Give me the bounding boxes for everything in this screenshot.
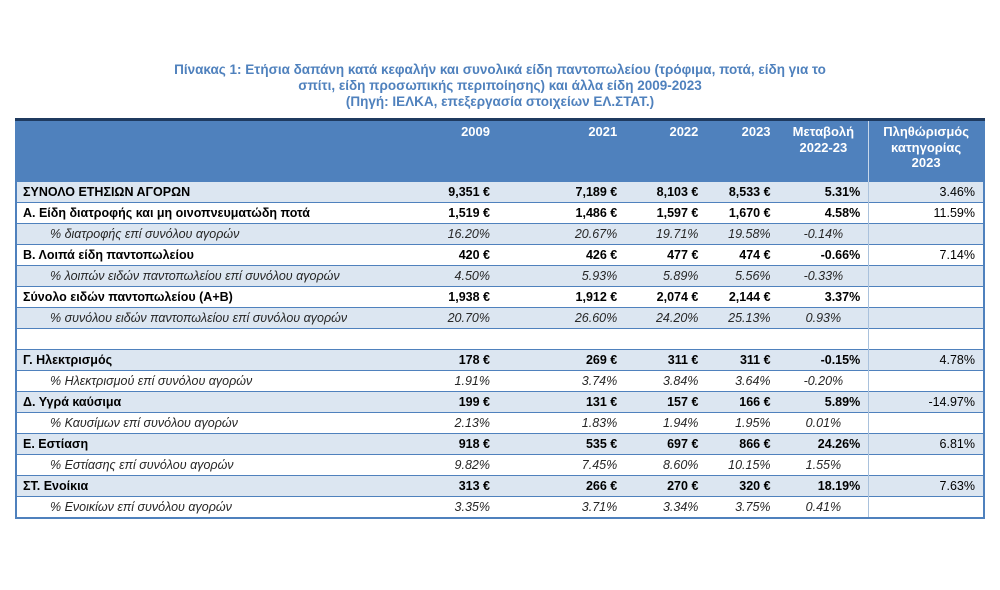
spacer-cell: [498, 329, 625, 350]
value-2009: 1,519 €: [390, 203, 498, 224]
value-2009: 178 €: [390, 350, 498, 371]
value-2021: 3.71%: [498, 497, 625, 519]
value-2022: 3.84%: [625, 371, 706, 392]
table-row-food-pct: [16, 224, 984, 245]
row-label: Β. Λοιπά είδη παντοπωλείου: [16, 245, 390, 266]
value-2009: 313 €: [390, 476, 498, 497]
header-inflation-line2: κατηγορίας: [891, 139, 962, 155]
value-change: -0.20%: [779, 371, 869, 392]
table-row-other-grocery: [16, 245, 984, 266]
row-label: Γ. Ηλεκτρισμός: [16, 350, 390, 371]
value-2022: 5.89%: [625, 266, 706, 287]
header-label-cell: [16, 120, 390, 182]
value-inflation: [869, 413, 984, 434]
value-inflation: [869, 224, 984, 245]
row-label: Α. Είδη διατροφής και μη οινοπνευματώδη ποτά: [16, 203, 390, 224]
row-label: Ε. Εστίαση: [16, 434, 390, 455]
value-2021: 20.67%: [498, 224, 625, 245]
header-2023: 2023: [706, 120, 778, 182]
header-change: [779, 120, 869, 182]
spacer-cell: [16, 329, 390, 350]
value-2023: 320 €: [706, 476, 778, 497]
table-row-rent-pct: [16, 497, 984, 519]
value-2022: 8.60%: [625, 455, 706, 476]
table-row-grocery-total-pct: [16, 308, 984, 329]
value-2021: 269 €: [498, 350, 625, 371]
value-inflation: 11.59%: [869, 203, 984, 224]
value-2009: 4.50%: [390, 266, 498, 287]
value-2022: 157 €: [625, 392, 706, 413]
table-row-total-purchases: [16, 182, 984, 203]
value-2021: 26.60%: [498, 308, 625, 329]
value-2023: 5.56%: [706, 266, 778, 287]
row-label: Σύνολο ειδών παντοπωλείου (Α+Β): [16, 287, 390, 308]
value-change: 24.26%: [779, 434, 869, 455]
table-row-other-grocery-pct: [16, 266, 984, 287]
header-2021: 2021: [498, 120, 625, 182]
spacer-cell: [625, 329, 706, 350]
value-change: 5.89%: [779, 392, 869, 413]
value-2022: 2,074 €: [625, 287, 706, 308]
table-row-grocery-total: [16, 287, 984, 308]
value-2021: 131 €: [498, 392, 625, 413]
row-label: % Εστίασης επί συνόλου αγορών: [16, 455, 390, 476]
table-row-electricity-pct: [16, 371, 984, 392]
value-2023: 25.13%: [706, 308, 778, 329]
table-source-line: (Πηγή: ΙΕΛΚΑ, επεξεργασία στοιχείων ΕΛ.ΣΤΑΤ.): [345, 94, 655, 109]
value-inflation: [869, 308, 984, 329]
value-change: 18.19%: [779, 476, 869, 497]
row-label: % Καυσίμων επί συνόλου αγορών: [16, 413, 390, 434]
row-label: % Ηλεκτρισμού επί συνόλου αγορών: [16, 371, 390, 392]
value-2023: 3.75%: [706, 497, 778, 519]
row-label: Δ. Υγρά καύσιμα: [16, 392, 390, 413]
table-row-fuel-pct: [16, 413, 984, 434]
header-row: [16, 120, 984, 182]
value-2023: 19.58%: [706, 224, 778, 245]
spacer-cell: [869, 329, 984, 350]
value-2021: 7,189 €: [498, 182, 625, 203]
value-inflation: 4.78%: [869, 350, 984, 371]
header-2022: 2022: [625, 120, 706, 182]
value-2023: 1,670 €: [706, 203, 778, 224]
row-label: ΣΤ. Ενοίκια: [16, 476, 390, 497]
value-2021: 7.45%: [498, 455, 625, 476]
table-row-spacer: [16, 329, 984, 350]
value-2023: 1.95%: [706, 413, 778, 434]
value-2022: 1,597 €: [625, 203, 706, 224]
value-2022: 477 €: [625, 245, 706, 266]
value-inflation: 3.46%: [869, 182, 984, 203]
table-row-dining: [16, 434, 984, 455]
table-row-fuel: [16, 392, 984, 413]
table-title: [100, 62, 900, 110]
table-title-line1: Πίνακας 1: Ετήσια δαπάνη κατά κεφαλήν και συνολικά είδη παντοπωλείου (τρόφιμα, ποτά, είδη για το: [174, 62, 826, 77]
value-2021: 535 €: [498, 434, 625, 455]
value-2023: 8,533 €: [706, 182, 778, 203]
table-row-electricity: [16, 350, 984, 371]
value-2009: 3.35%: [390, 497, 498, 519]
value-inflation: [869, 371, 984, 392]
value-change: -0.14%: [779, 224, 869, 245]
value-inflation: -14.97%: [869, 392, 984, 413]
value-2009: 1,938 €: [390, 287, 498, 308]
value-2022: 19.71%: [625, 224, 706, 245]
value-change: 0.93%: [779, 308, 869, 329]
value-2023: 866 €: [706, 434, 778, 455]
value-change: 5.31%: [779, 182, 869, 203]
value-2009: 9,351 €: [390, 182, 498, 203]
value-2023: 166 €: [706, 392, 778, 413]
value-2021: 1,486 €: [498, 203, 625, 224]
value-2009: 2.13%: [390, 413, 498, 434]
value-2009: 199 €: [390, 392, 498, 413]
value-inflation: [869, 287, 984, 308]
value-change: 1.55%: [779, 455, 869, 476]
value-2009: 1.91%: [390, 371, 498, 392]
value-2023: 474 €: [706, 245, 778, 266]
value-2009: 20.70%: [390, 308, 498, 329]
value-2023: 311 €: [706, 350, 778, 371]
value-2022: 8,103 €: [625, 182, 706, 203]
table-title-line2: σπίτι, είδη προσωπικής περιποίησης) και άλλα είδη 2009-2023: [298, 78, 702, 93]
header-change-line1: Μεταβολή: [792, 124, 855, 139]
table-row-rent: [16, 476, 984, 497]
table-row-dining-pct: [16, 455, 984, 476]
spacer-cell: [706, 329, 778, 350]
value-2023: 3.64%: [706, 371, 778, 392]
value-change: -0.15%: [779, 350, 869, 371]
value-2022: 3.34%: [625, 497, 706, 519]
row-label: % Ενοικίων επί συνόλου αγορών: [16, 497, 390, 519]
value-change: 3.37%: [779, 287, 869, 308]
value-2022: 697 €: [625, 434, 706, 455]
header-change-line2: 2022-23: [799, 139, 848, 155]
value-change: 4.58%: [779, 203, 869, 224]
value-2021: 266 €: [498, 476, 625, 497]
value-inflation: [869, 455, 984, 476]
value-2021: 5.93%: [498, 266, 625, 287]
value-2021: 1.83%: [498, 413, 625, 434]
header-inflation: [869, 120, 984, 182]
value-change: 0.01%: [779, 413, 869, 434]
table-row-food: [16, 203, 984, 224]
value-2009: 918 €: [390, 434, 498, 455]
value-inflation: [869, 497, 984, 519]
spacer-cell: [390, 329, 498, 350]
header-2009: 2009: [390, 120, 498, 182]
header-inflation-line3: 2023: [911, 155, 941, 170]
value-2009: 9.82%: [390, 455, 498, 476]
row-label: % διατροφής επί συνόλου αγορών: [16, 224, 390, 245]
row-label: % λοιπών ειδών παντοπωλείου επί συνόλου αγορών: [16, 266, 390, 287]
value-inflation: 7.63%: [869, 476, 984, 497]
value-2021: 3.74%: [498, 371, 625, 392]
value-2009: 16.20%: [390, 224, 498, 245]
value-change: -0.66%: [779, 245, 869, 266]
value-2023: 2,144 €: [706, 287, 778, 308]
value-2022: 1.94%: [625, 413, 706, 434]
value-2022: 270 €: [625, 476, 706, 497]
value-change: 0.41%: [779, 497, 869, 519]
value-2021: 1,912 €: [498, 287, 625, 308]
row-label: % συνόλου ειδών παντοπωλείου επί συνόλου αγορών: [16, 308, 390, 329]
header-inflation-line1: Πληθώρισμός: [883, 124, 969, 139]
value-inflation: [869, 266, 984, 287]
spacer-cell: [779, 329, 869, 350]
value-2022: 311 €: [625, 350, 706, 371]
value-change: -0.33%: [779, 266, 869, 287]
spending-table: [15, 118, 985, 519]
value-inflation: 7.14%: [869, 245, 984, 266]
value-2021: 426 €: [498, 245, 625, 266]
value-2022: 24.20%: [625, 308, 706, 329]
value-2023: 10.15%: [706, 455, 778, 476]
value-2009: 420 €: [390, 245, 498, 266]
value-inflation: 6.81%: [869, 434, 984, 455]
row-label: ΣΥΝΟΛΟ ΕΤΗΣΙΩΝ ΑΓΟΡΩΝ: [16, 182, 390, 203]
